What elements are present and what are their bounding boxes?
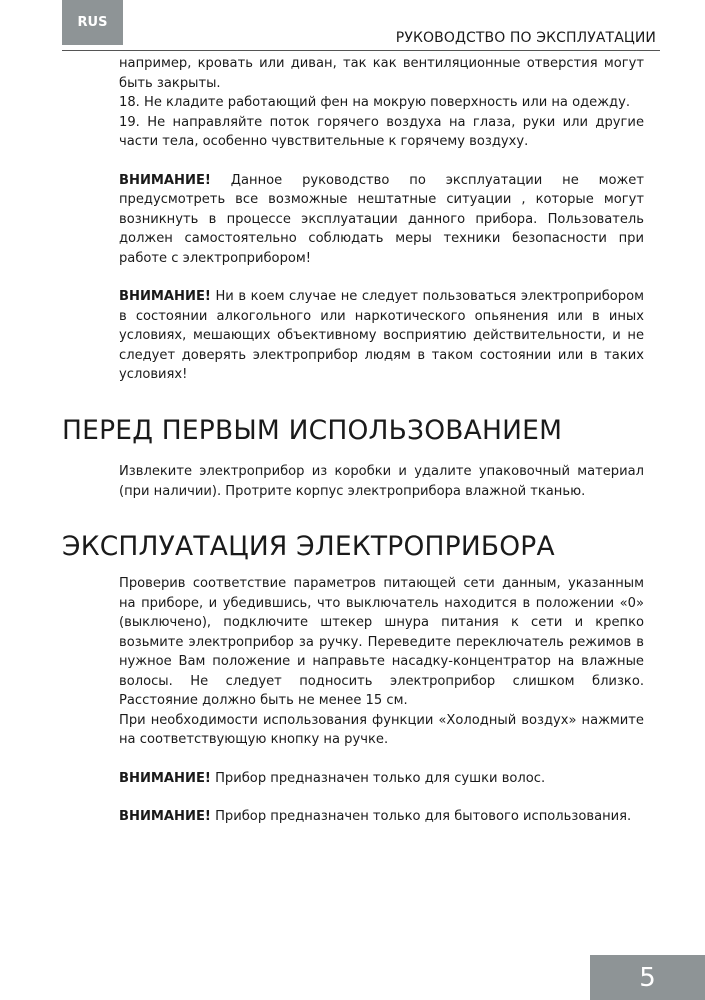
warning-label: ВНИМАНИЕ! <box>119 809 211 824</box>
header-title: РУКОВОДСТВО ПО ЭКСПЛУАТАЦИИ <box>395 30 656 46</box>
warning-label: ВНИМАНИЕ! <box>119 172 211 188</box>
language-tab: RUS <box>62 0 123 45</box>
warning-text: Прибор предназначен только для бытового использования. <box>210 809 632 824</box>
safety-item-18: 18. Не кладите работающий фен на мокрую поверхность или на одежду. <box>119 95 630 110</box>
warning-label: ВНИМАНИЕ! <box>119 770 211 786</box>
section-title-operation: ЭКСПЛУАТАЦИЯ ЭЛЕКТРОПРИБОРА <box>62 531 555 562</box>
warning-label: ВНИМАНИЕ! <box>119 289 211 304</box>
page-number: 5 <box>590 955 705 1000</box>
section-title-before-first-use: ПЕРЕД ПЕРВЫМ ИСПОЛЬЗОВАНИЕМ <box>62 415 563 446</box>
operation-block <box>119 574 644 827</box>
safety-item-19: 19. Не направляйте поток горячего воздуха на глаза, руки или другие части тела, особенно чувствительные к горячему воздуху. <box>119 114 644 149</box>
warning-text: Прибор предназначен только для сушки волос. <box>210 770 546 786</box>
safety-item-17-cont: например, кровать или диван, так как вентиляционные отверстия могут быть закрыты. <box>119 56 644 91</box>
operation-warning-1 <box>119 769 644 789</box>
header-divider <box>62 50 660 51</box>
operation-paragraph-1: Проверив соответствие параметров питающей сети данным, указанным на приборе, и убедившись, что выключатель находится в положении «0» (выключено), подключите штекер шнура питания к сети и крепко возьмите электроприбор за ручку. Переведите переключатель режимов в нужное Вам положение и направьте насадку-концентратор на влажные волосы. Не следует подносить электроприбор слишком близко. Расстояние должно быть не менее 15 см. <box>119 576 644 708</box>
warning-paragraph-2 <box>119 287 644 385</box>
warning-paragraph-1 <box>119 171 644 269</box>
before-first-use-paragraph: Извлеките электроприбор из коробки и удалите упаковочный материал (при наличии). Протрите корпус электроприбора влажной тканью. <box>119 464 644 499</box>
operation-warning-2 <box>119 807 644 827</box>
warning-text: Данное руководство по эксплуатации не может предусмотреть все возможные нештатные ситуации , которые могут возникнуть в процессе эксплуатации данного прибора. Пользователь должен самостоятельно соблюдать меры техники безопасности при работе с электроприбором! <box>119 172 644 266</box>
safety-continued-block <box>119 54 644 385</box>
warning-text: Ни в коем случае не следует пользоваться электроприбором в состоянии алкогольного или наркотического опьянения или в иных условиях, мешающих объективному восприятию действительности, и не следует доверять электроприбор людям в таком состоянии или в таких условиях! <box>119 289 644 382</box>
operation-paragraph-2: При необходимости использования функции «Холодный воздух» нажмите на соответствующую кнопку на ручке. <box>119 712 644 747</box>
before-first-use-block <box>119 462 644 501</box>
